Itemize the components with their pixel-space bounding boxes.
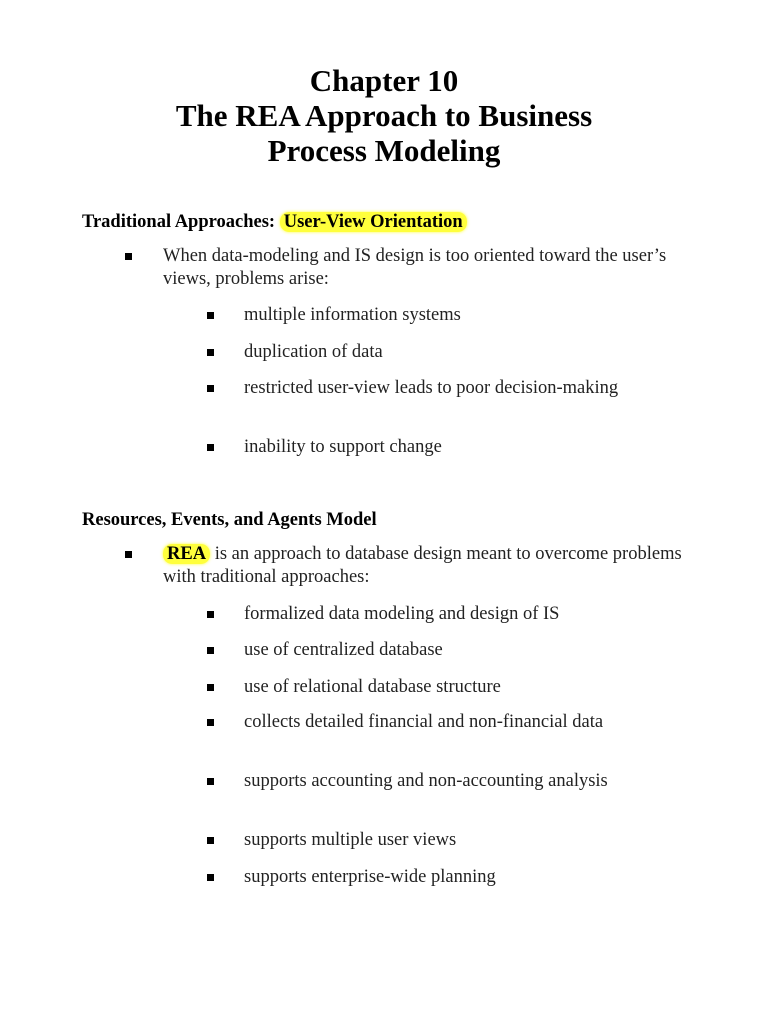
section-heading-prefix: Traditional Approaches: (82, 212, 280, 232)
list-item: inability to support change (244, 437, 442, 457)
list-item: restricted user-view leads to poor decision-making (244, 378, 619, 398)
list-item: supports multiple user views (244, 830, 457, 850)
bullet-square-icon (207, 837, 214, 844)
list-item: collects detailed financial and non-financial data (244, 712, 604, 732)
bullet-square-icon (207, 719, 214, 726)
highlighted-term-rea: REA (163, 544, 210, 564)
bullet-square-icon (207, 874, 214, 881)
list-item: supports accounting and non-accounting analysis (244, 771, 608, 791)
bullet-square-icon (207, 385, 214, 392)
bullet-square-icon (207, 647, 214, 654)
bullet-square-icon (207, 778, 214, 785)
chapter-title-line-2: The REA Approach to Business (175, 98, 593, 133)
intro-text: is an approach to database design meant to overcome problems with traditional approaches: (163, 544, 682, 587)
list-item: formalized data modeling and design of IS (244, 604, 560, 624)
section-heading-rea-model: Resources, Events, and Agents Model (82, 510, 377, 530)
bullet-square-icon (125, 551, 132, 558)
highlighted-term-user-view-orientation: User-View Orientation (280, 212, 467, 232)
chapter-title: Chapter 10 (309, 63, 459, 98)
chapter-title-line-3: Process Modeling (267, 133, 501, 168)
list-item: supports enterprise-wide planning (244, 867, 496, 887)
list-item-intro (163, 543, 683, 589)
list-item: use of centralized database (244, 640, 443, 660)
bullet-square-icon (207, 684, 214, 691)
list-item: duplication of data (244, 342, 383, 362)
section-heading-traditional-approaches (82, 210, 467, 234)
bullet-square-icon (207, 444, 214, 451)
bullet-square-icon (125, 253, 132, 260)
bullet-square-icon (207, 611, 214, 618)
list-item: multiple information systems (244, 305, 461, 325)
list-item-intro: When data-modeling and IS design is too oriented toward the user’s views, problems arise: (163, 246, 667, 289)
bullet-square-icon (207, 312, 214, 319)
list-item: use of relational database structure (244, 677, 501, 697)
bullet-square-icon (207, 349, 214, 356)
